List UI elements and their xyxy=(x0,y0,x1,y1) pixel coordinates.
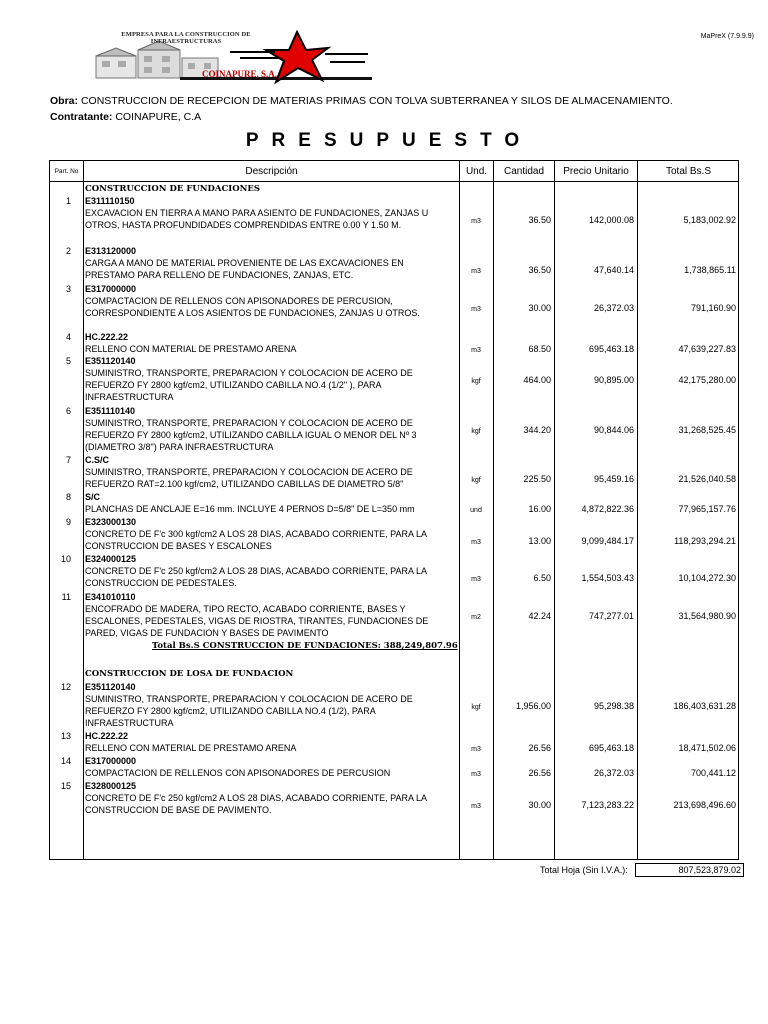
item-description-line: REFUERZO RAT=2.100 kgf/cm2, UTILIZANDO CABILLAS DE DIAMETRO 5/8" xyxy=(85,479,404,489)
item-number: 3 xyxy=(65,284,71,294)
item-code: E311110150 xyxy=(85,196,135,206)
item-unit-price: 95,459.16 xyxy=(593,474,634,484)
item-description-line: REFUERZO FY 2800 kgf/cm2, UTILIZANDO CABILLA NO.4 (1/2), PARA xyxy=(85,706,376,716)
item-quantity: 6.50 xyxy=(533,573,551,583)
item-unit-price: 90,844.06 xyxy=(593,425,634,435)
item-unit: und xyxy=(470,507,482,514)
item-total: 18,471,502.06 xyxy=(678,743,736,753)
item-description-line: CONSTRUCCION DE BASES Y ESCALONES xyxy=(85,541,272,551)
item-description-line: INFRAESTRUCTURA xyxy=(85,718,174,728)
item-unit-price: 26,372.03 xyxy=(593,768,634,778)
item-description-line: SUMINISTRO, TRANSPORTE, PREPARACION Y COLOCACION DE ACERO DE xyxy=(85,368,413,378)
item-description-line: PLANCHAS DE ANCLAJE E=16 mm. INCLUYE 4 PERNOS D=5/8" DE L=350 mm xyxy=(85,504,415,514)
item-description-line: CONCRETO DE F'c 250 kgf/cm2 A LOS 28 DIAS, ACABADO CORRIENTE, PARA LA xyxy=(85,793,427,803)
section-subtotal: Total Bs.S CONSTRUCCION DE FUNDACIONES: 388,249,807.96 xyxy=(152,641,458,651)
item-quantity: 68.50 xyxy=(528,344,551,354)
item-quantity: 344.20 xyxy=(523,425,551,435)
item-unit-price: 9,099,484.17 xyxy=(581,536,634,546)
item-description-line: CONSTRUCCION DE PEDESTALES. xyxy=(85,578,237,588)
item-description-line: ENCOFRADO DE MADERA, TIPO RECTO, ACABADO CORRIENTE, BASES Y xyxy=(85,604,406,614)
item-number: 13 xyxy=(60,731,71,741)
item-description-line: (DIAMETRO 3/8") PARA INFRAESTRUCTURA xyxy=(85,442,274,452)
total-hoja-label: Total Hoja (Sin I.V.A.): xyxy=(540,865,628,875)
item-number: 2 xyxy=(65,246,71,256)
total-hoja-value: 807,523,879.02 xyxy=(635,863,744,877)
item-unit-price: 695,463.18 xyxy=(588,743,634,753)
header-descripcion: Descripción xyxy=(245,165,298,177)
item-description-line: PARED, VIGAS DE FUNDACION Y BASES DE PAVIMENTO xyxy=(85,628,329,638)
item-unit: kgf xyxy=(471,477,481,484)
item-code: E324000125 xyxy=(85,554,137,564)
item-number: 10 xyxy=(60,554,71,564)
header-total: Total Bs.S xyxy=(665,165,712,177)
item-description-line: EXCAVACION EN TIERRA A MANO PARA ASIENTO DE FUNDACIONES, ZANJAS U xyxy=(85,208,429,218)
item-description-line: PRESTAMO PARA RELLENO DE FUNDACIONES, ZANJAS, ETC. xyxy=(85,270,354,280)
item-code: E351120140 xyxy=(85,356,136,366)
item-number: 7 xyxy=(65,455,71,465)
item-description-line: CONCRETO DE F'c 250 kgf/cm2 A LOS 28 DIAS, ACABADO CORRIENTE, PARA LA xyxy=(85,566,427,576)
item-unit: kgf xyxy=(471,378,481,385)
item-code: E317000000 xyxy=(85,284,137,294)
item-unit-price: 695,463.18 xyxy=(588,344,634,354)
item-total: 791,160.90 xyxy=(690,303,736,313)
item-number: 12 xyxy=(60,682,71,692)
header-part-no: Part. No xyxy=(54,167,79,175)
item-description-line: CORRESPONDIENTE A LOS ASIENTOS DE FUNDACIONES, ZANJAS U OTROS. xyxy=(85,308,420,318)
item-quantity: 26.56 xyxy=(528,768,551,778)
item-unit: m2 xyxy=(471,614,481,621)
item-unit-price: 95,298.38 xyxy=(593,701,634,711)
item-total: 77,965,157.76 xyxy=(678,504,736,514)
item-total: 10,104,272.30 xyxy=(678,573,736,583)
header-cantidad: Cantidad xyxy=(503,165,545,177)
item-number: 6 xyxy=(65,406,71,416)
item-description-line: RELLENO CON MATERIAL DE PRESTAMO ARENA xyxy=(85,743,297,753)
item-total: 21,526,040.58 xyxy=(678,474,736,484)
item-code: E328000125 xyxy=(85,781,137,791)
section-title: CONSTRUCCION DE LOSA DE FUNDACION xyxy=(85,669,294,679)
header-und: Und. xyxy=(465,165,488,177)
item-description-line: RELLENO CON MATERIAL DE PRESTAMO ARENA xyxy=(85,344,297,354)
item-total: 118,293,294.21 xyxy=(674,536,736,546)
item-unit-price: 7,123,283.22 xyxy=(581,800,634,810)
column-divider xyxy=(459,161,460,859)
item-unit-price: 747,277.01 xyxy=(588,611,634,621)
header-precio-unitario: Precio Unitario xyxy=(563,165,629,177)
item-quantity: 42.24 xyxy=(528,611,551,621)
item-quantity: 36.50 xyxy=(528,265,551,275)
item-code: E313120000 xyxy=(85,246,137,256)
item-description-line: COMPACTACION DE RELLENOS CON APISONADORES DE PERCUSION, xyxy=(85,296,393,306)
logo-company-name: COINAPURE, S.A. xyxy=(202,69,278,79)
item-quantity: 464.00 xyxy=(523,375,551,385)
item-number: 9 xyxy=(65,517,71,527)
obra-value: CONSTRUCCION DE RECEPCION DE MATERIAS PRIMAS CON TOLVA SUBTERRANEA Y SILOS DE ALMACENAMIENTO. xyxy=(80,95,673,107)
item-unit-price: 26,372.03 xyxy=(593,303,634,313)
item-total: 5,183,002.92 xyxy=(683,215,736,225)
item-description-line: CONSTRUCCION DE BASE DE PAVIMENTO. xyxy=(85,805,272,815)
item-code: C.S/C xyxy=(85,455,110,465)
column-divider xyxy=(83,161,84,859)
company-logo xyxy=(90,30,372,86)
item-number: 5 xyxy=(65,356,71,366)
item-description-line: SUMINISTRO, TRANSPORTE, PREPARACION Y COLOCACION DE ACERO DE xyxy=(85,694,413,704)
item-total: 31,564,980.90 xyxy=(678,611,736,621)
item-unit: m3 xyxy=(471,268,481,275)
item-quantity: 1,956.00 xyxy=(515,701,551,711)
item-quantity: 30.00 xyxy=(528,800,551,810)
item-total: 700,441.12 xyxy=(690,768,736,778)
item-total: 186,403,631.28 xyxy=(673,701,736,711)
item-description-line: SUMINISTRO, TRANSPORTE, PREPARACION Y COLOCACION DE ACERO DE xyxy=(85,467,413,477)
item-unit: kgf xyxy=(471,428,481,435)
item-total: 1,738,865.11 xyxy=(684,265,736,275)
item-code: S/C xyxy=(85,492,101,502)
item-description-line: INFRAESTRUCTURA xyxy=(85,392,174,402)
item-unit: m3 xyxy=(471,771,481,778)
item-number: 4 xyxy=(65,332,71,342)
item-number: 11 xyxy=(61,592,71,602)
column-divider xyxy=(637,161,638,859)
item-code: E323000130 xyxy=(85,517,137,527)
obra-line xyxy=(50,95,673,107)
item-description-line: REFUERZO FY 2800 kgf/cm2, UTILIZANDO CABILLA NO.4 (1/2" ), PARA xyxy=(85,380,382,390)
item-unit-price: 4,872,822.36 xyxy=(581,504,634,514)
item-quantity: 26.56 xyxy=(528,743,551,753)
item-number: 15 xyxy=(60,781,71,791)
item-number: 1 xyxy=(65,196,71,206)
item-code: HC.222.22 xyxy=(85,731,129,741)
contratante-value: COINAPURE, C.A xyxy=(115,111,202,123)
item-code: E351110140 xyxy=(85,406,136,416)
item-unit-price: 142,000.08 xyxy=(588,215,634,225)
document-title: PRESUPUESTO xyxy=(245,130,533,151)
item-quantity: 36.50 xyxy=(528,215,551,225)
item-unit: m3 xyxy=(471,803,481,810)
item-unit-price: 1,554,503.43 xyxy=(581,573,634,583)
item-number: 14 xyxy=(60,756,71,766)
item-quantity: 13.00 xyxy=(528,536,551,546)
item-code: HC.222.22 xyxy=(85,332,129,342)
software-version: MaPreX (7.9.9.9) xyxy=(700,33,754,40)
item-unit: m3 xyxy=(471,218,481,225)
contratante-line xyxy=(50,111,201,123)
item-unit: m3 xyxy=(471,746,481,753)
item-description-line: ESCALONES, PEDESTALES, VIGAS DE RIOSTRA, TIRANTES, FUNDACIONES DE xyxy=(85,616,429,626)
item-description-line: CARGA A MANO DE MATERIAL PROVENIENTE DE LAS EXCAVACIONES EN xyxy=(85,258,404,268)
item-total: 42,175,280.00 xyxy=(678,375,736,385)
item-total: 31,268,525.45 xyxy=(678,425,736,435)
budget-table xyxy=(49,160,739,860)
item-code: E341010110 xyxy=(85,592,136,602)
header-divider xyxy=(50,181,738,182)
column-divider xyxy=(554,161,555,859)
item-description-line: CONCRETO DE F'c 300 kgf/cm2 A LOS 28 DIAS, ACABADO CORRIENTE, PARA LA xyxy=(85,529,427,539)
item-description-line: REFUERZO FY 2800 kgf/cm2, UTILIZANDO CABILLA IGUAL O MENOR DEL Nº 3 xyxy=(85,430,417,440)
item-total: 213,698,496.60 xyxy=(673,800,736,810)
contratante-label: Contratante: xyxy=(50,111,113,123)
item-unit-price: 47,640.14 xyxy=(593,265,634,275)
item-unit: m3 xyxy=(471,539,481,546)
item-description-line: OTROS, HASTA PROFUNDIDADES COMPRENDIDAS ENTRE 0.00 Y 1.50 M. xyxy=(85,220,402,230)
obra-label: Obra: xyxy=(50,95,79,107)
column-divider xyxy=(493,161,494,859)
logo-header-text: EMPRESA PARA LA CONSTRUCCION DE INFRAESTRUCTURAS xyxy=(121,31,251,45)
item-number: 8 xyxy=(65,492,71,502)
item-quantity: 16.00 xyxy=(528,504,551,514)
item-unit-price: 90,895.00 xyxy=(593,375,634,385)
item-unit: m3 xyxy=(471,347,481,354)
item-unit: m3 xyxy=(471,306,481,313)
item-code: E317000000 xyxy=(85,756,137,766)
item-quantity: 225.50 xyxy=(523,474,551,484)
item-unit: m3 xyxy=(471,576,481,583)
item-code: E351120140 xyxy=(85,682,136,692)
item-description-line: COMPACTACION DE RELLENOS CON APISONADORES DE PERCUSION xyxy=(85,768,391,778)
item-description-line: SUMINISTRO, TRANSPORTE, PREPARACION Y COLOCACION DE ACERO DE xyxy=(85,418,413,428)
item-unit: kgf xyxy=(471,704,481,711)
item-quantity: 30.00 xyxy=(528,303,551,313)
item-total: 47,639,227.83 xyxy=(678,344,736,354)
section-title: CONSTRUCCION DE FUNDACIONES xyxy=(85,184,261,194)
